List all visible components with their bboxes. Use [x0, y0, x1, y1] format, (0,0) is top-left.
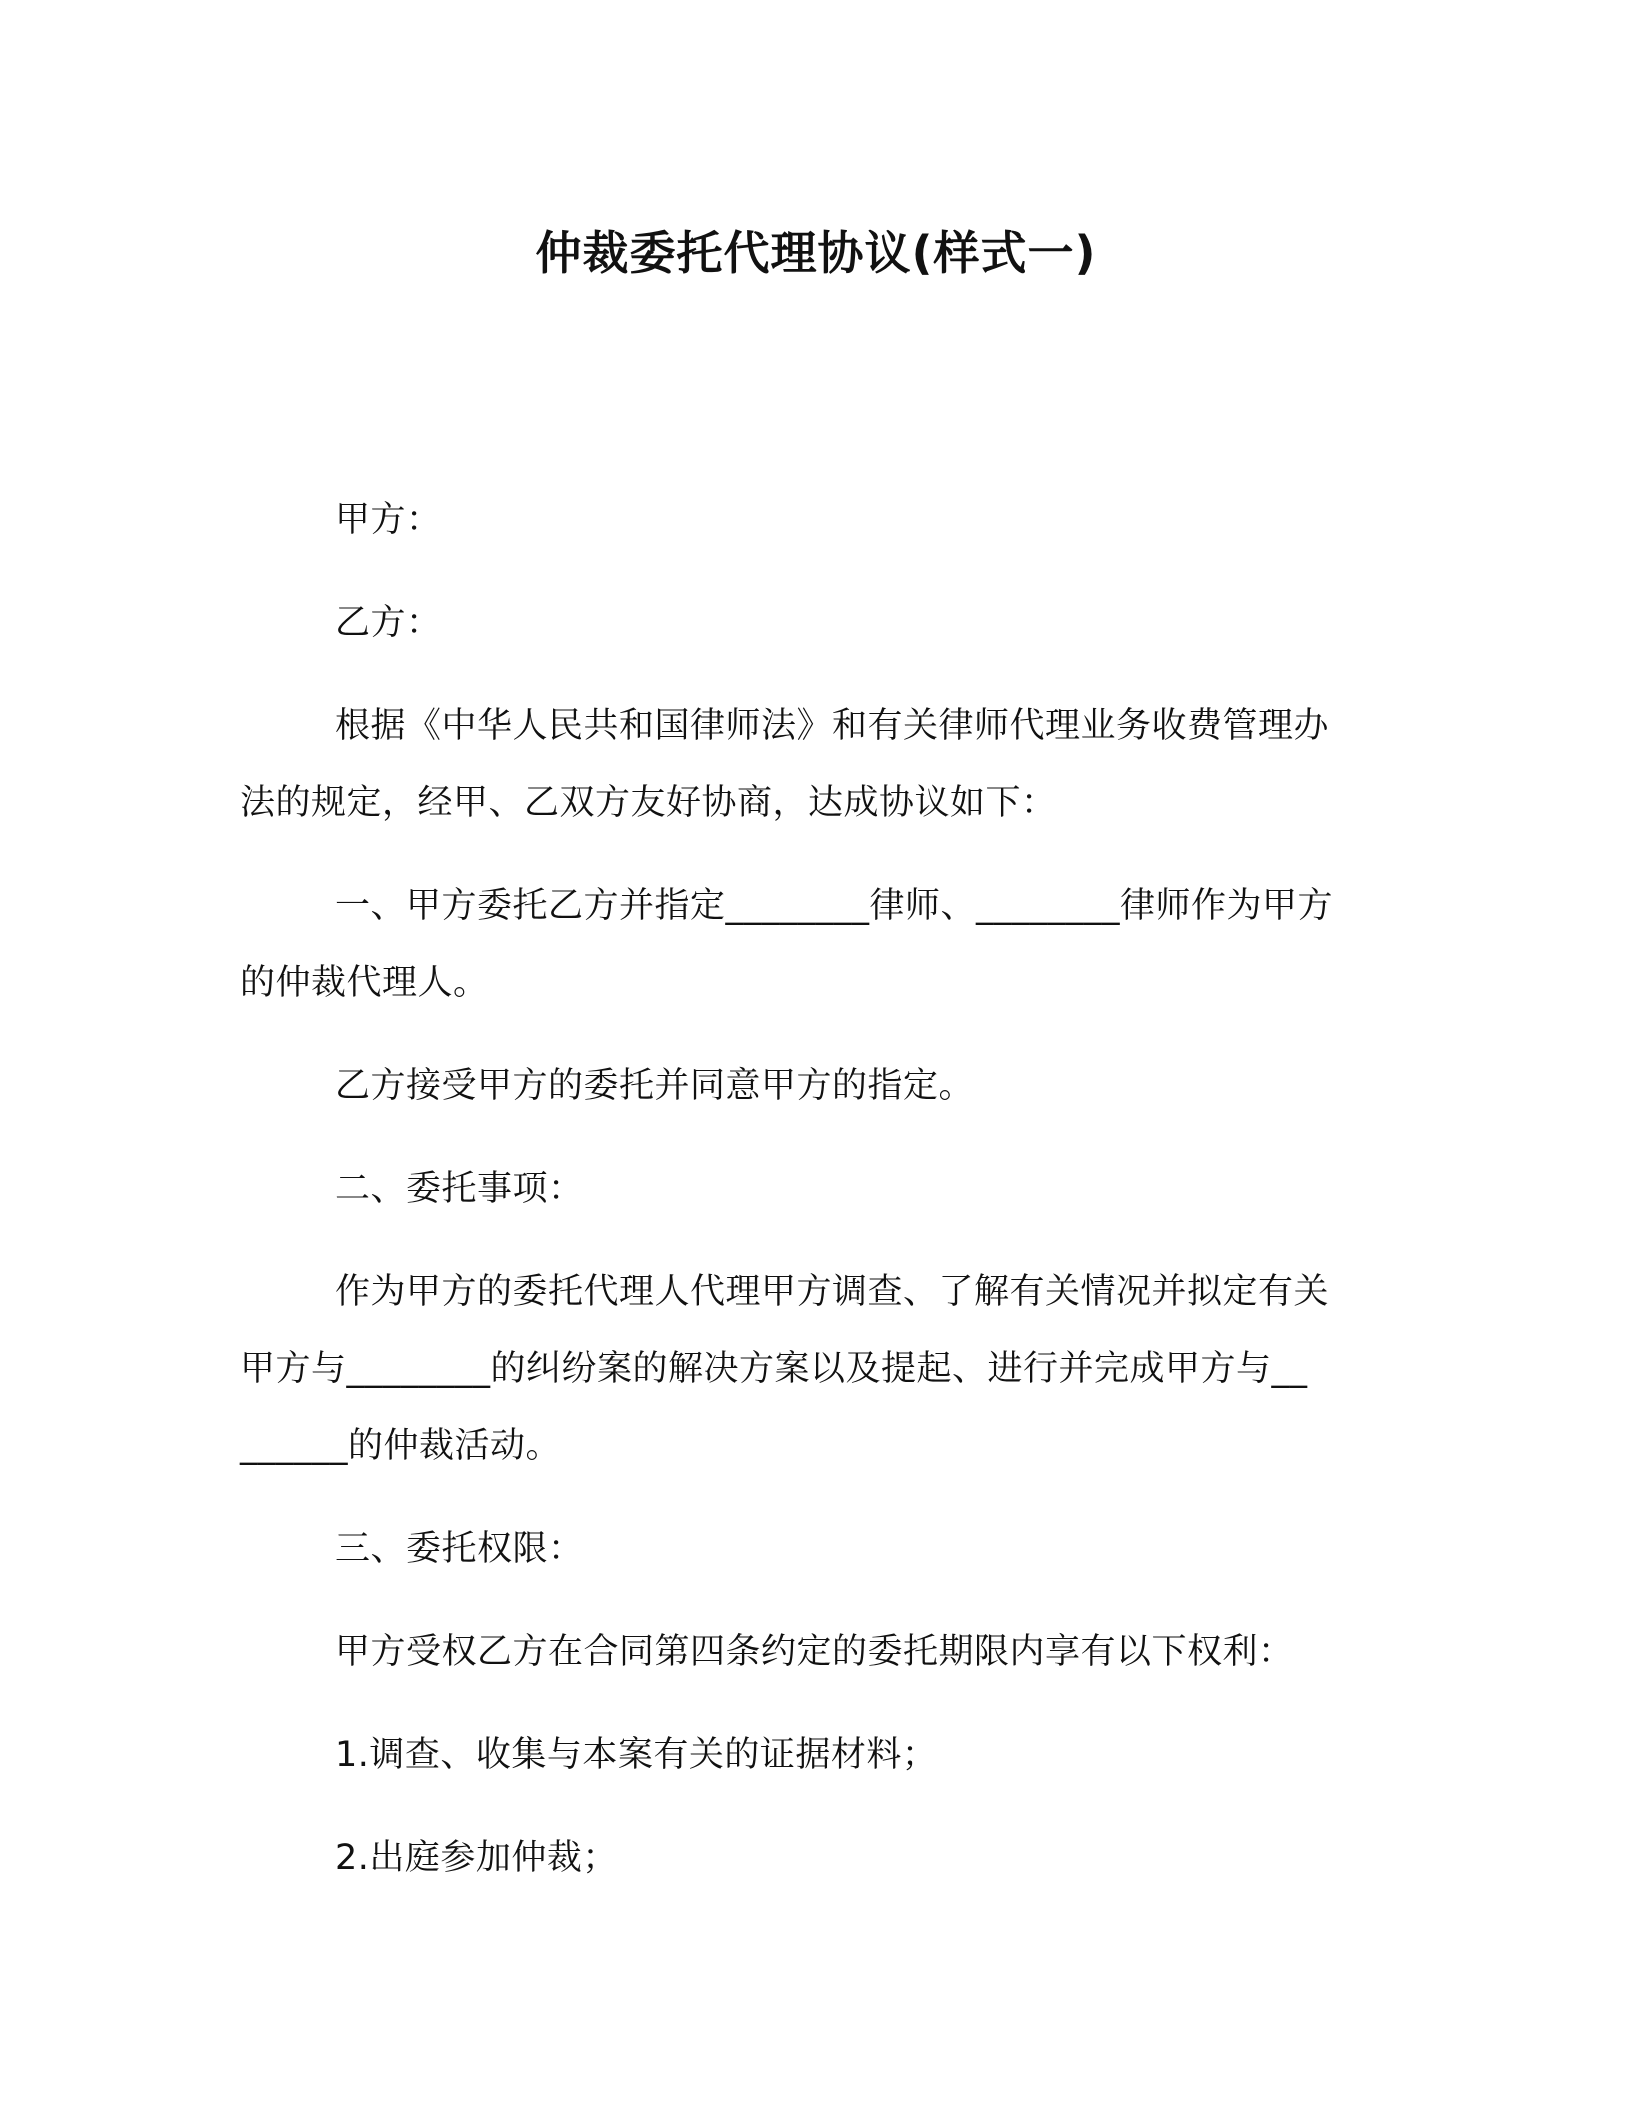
right-item-1: 1.调查、收集与本案有关的证据材料； [335, 1735, 938, 1775]
clause-2-line-1: 作为甲方的委托代理人代理甲方调查、了解有关情况并拟定有关 [335, 1272, 1330, 1312]
party-b-label: 乙方： [335, 603, 442, 643]
intro-paragraph-line-1: 根据《中华人民共和国律师法》和有关律师代理业务收费管理办 [335, 706, 1330, 746]
document-title: 仲裁委托代理协议(样式一) [535, 226, 1097, 280]
party-a-label: 甲方： [335, 500, 442, 540]
clause-2-line-3: ______的仲裁活动。 [240, 1426, 562, 1466]
clause-3-intro: 甲方受权乙方在合同第四条约定的委托期限内享有以下权利： [335, 1632, 1294, 1672]
clause-2-heading: 二、委托事项： [335, 1169, 584, 1209]
right-item-2: 2.出庭参加仲裁； [335, 1838, 618, 1878]
clause-3-heading: 三、委托权限： [335, 1529, 584, 1569]
clause-1-line-1: 一、甲方委托乙方并指定________律师、________律师作为甲方 [335, 886, 1334, 926]
clause-1-line-2: 的仲裁代理人。 [240, 963, 489, 1003]
clause-2-line-2: 甲方与________的纠纷案的解决方案以及提起、进行并完成甲方与__ [240, 1349, 1308, 1389]
intro-paragraph-line-2: 法的规定，经甲、乙双方友好协商，达成协议如下： [240, 783, 1057, 823]
acceptance-statement: 乙方接受甲方的委托并同意甲方的指定。 [335, 1066, 975, 1106]
